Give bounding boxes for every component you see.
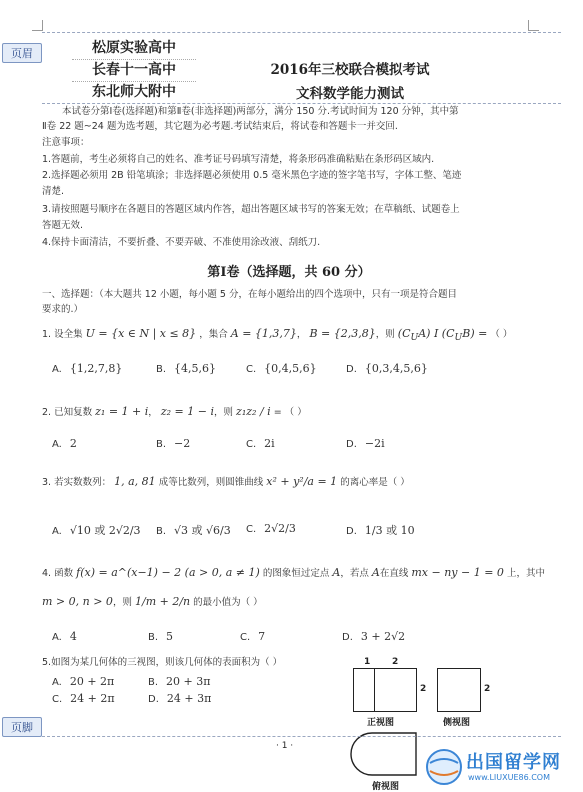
q4-math-3: A <box>371 566 380 579</box>
question-5: 5.如图为某几何体的三视图，则该几何体的表面积为（ ） <box>42 657 283 668</box>
q4-text-c: ，若点 <box>340 568 369 579</box>
q2-math-2: z₂ = 1 − i <box>160 405 214 418</box>
watermark-logo <box>424 746 581 788</box>
front-view-label: 正视图 <box>367 718 395 728</box>
page-number: · 1 · <box>276 741 294 751</box>
q1-math-2: A = {1,3,7} <box>230 327 297 340</box>
q1-text-a: 1. 设全集 <box>42 329 83 340</box>
footer-divider <box>42 736 561 737</box>
crop-mark-tr <box>528 20 539 31</box>
q4-option-a[interactable]: A. 4 <box>52 630 77 643</box>
q4-math-4: mx − ny − 1 = 0 <box>411 566 504 579</box>
q2-text-b: ， <box>148 407 158 418</box>
section-desc-2: 要求的.） <box>42 304 84 315</box>
q1-math-3: B = {2,3,8} <box>309 327 376 340</box>
notice-3a: 3.请按照题号顺序在各题目的答题区域内作答，超出答题区域书写的答案无效；在草稿纸、试题卷上 <box>42 204 460 215</box>
q3-option-a[interactable]: A. √10 或 2√2/3 <box>52 524 141 537</box>
q5-option-a[interactable]: A. 20 + 2π <box>52 675 115 688</box>
q5-option-d[interactable]: D. 24 + 3π <box>148 692 212 705</box>
header-tag[interactable]: 页眉 <box>2 43 42 63</box>
q4-text-d: 在直线 <box>379 568 409 579</box>
school-3: 东北师大附中 <box>92 84 176 100</box>
q4-option-c[interactable]: C. 7 <box>240 630 266 643</box>
q4-math-2: A <box>332 566 341 579</box>
front-view-divider <box>374 669 375 711</box>
notice-2a: 2.选择题必须用 2B 铅笔填涂；非选择题必须使用 0.5 毫米黑色字迹的签字笔书写，字体工整、笔迹 <box>42 170 462 181</box>
q1-text-d: ，则 <box>375 329 395 340</box>
q1-math-4: $(C_UA)$ I $(C_UB)$ = <box>397 327 488 344</box>
q1-option-c[interactable]: C. {0,4,5,6} <box>246 362 317 375</box>
top-view <box>350 731 420 779</box>
front-view <box>353 668 417 712</box>
q4-text-a: 4. 函数 <box>42 568 74 579</box>
q2-math-1: z₁ = 1 + i <box>95 405 149 418</box>
front-view-dim-1: 1 <box>364 657 371 667</box>
q4-option-d[interactable]: D. 3 + 2√2 <box>342 630 406 643</box>
q4-math-5: m > 0, n > 0 <box>42 595 113 608</box>
top-view-label: 俯视图 <box>372 782 400 792</box>
watermark-url: www.LIUXUE86.COM <box>468 773 551 782</box>
q1-text-c: ， <box>296 329 307 340</box>
q3-text-a: 3. 若实数数列： <box>42 477 112 488</box>
intro-line-1: 本试卷分第Ⅰ卷(选择题)和第Ⅱ卷(非选择题)两部分，满分 150 分.考试时间为 120 分钟，其中第 <box>62 106 459 117</box>
school-list <box>72 38 196 102</box>
watermark-title: 出国留学网 <box>466 752 561 773</box>
exam-title: 2016年三校联合模拟考试 <box>270 62 430 78</box>
q4-option-b[interactable]: B. 5 <box>148 630 174 643</box>
q2-text-c: ，则 <box>213 407 233 418</box>
q3-text-b: 成等比数列，则圆锥曲线 <box>158 477 264 488</box>
crop-mark-tl <box>32 20 43 31</box>
section-desc-1: 一、选择题：（本大题共 12 小题，每小题 5 分，在每小题给出的四个选项中，只有一项是符合题目 <box>42 289 457 300</box>
notice-heading: 注意事项： <box>42 137 90 148</box>
side-view-dim: 2 <box>484 684 491 694</box>
q5-option-b[interactable]: B. 20 + 3π <box>148 675 211 688</box>
q2-option-d[interactable]: D. −2i <box>346 437 385 450</box>
notice-3b: 答题无效. <box>42 220 84 231</box>
q4-text-e: 上，其中 <box>506 568 545 579</box>
q4-math-1: f(x) = a^(x−1) − 2 (a > 0, a ≠ 1) <box>76 566 260 579</box>
notice-1: 1.答题前，考生必须将自己的姓名、准考证号码填写清楚，将条形码准确粘贴在条形码区域内. <box>42 154 435 165</box>
front-view-dim-2: 2 <box>392 657 399 667</box>
question-4 <box>42 565 545 579</box>
question-4-line-2 <box>42 594 263 608</box>
q2-math-3: z₁z₂ / i <box>236 405 271 418</box>
q3-option-d[interactable]: D. 1/3 或 10 <box>346 524 415 537</box>
front-view-dim-side: 2 <box>420 684 427 694</box>
section-title: 第Ⅰ卷（选择题，共 60 分） <box>207 265 371 280</box>
q3-option-b[interactable]: B. √3 或 √6/3 <box>156 524 231 537</box>
intro-line-2: Ⅱ卷 22 题~24 题为选考题，其它题为必考题.考试结束后，将试卷和答题卡一并交回. <box>42 121 398 132</box>
globe-icon <box>424 747 464 787</box>
notice-4: 4.保持卡面清洁，不要折叠、不要弄破、不准使用涂改液、刮纸刀. <box>42 237 321 248</box>
q2-option-c[interactable]: C. 2i <box>246 437 275 450</box>
q1-text-b: ，集合 <box>199 329 228 340</box>
q1-option-b[interactable]: B. {4,5,6} <box>156 362 217 375</box>
header-divider <box>42 32 561 33</box>
q4-math-6: 1/m + 2/n <box>134 595 191 608</box>
q3-text-c: 的离心率是（ ） <box>340 477 410 488</box>
q4-text-g: 的最小值为（ ） <box>193 597 263 608</box>
notice-2b: 清楚. <box>42 186 65 197</box>
q1-option-a[interactable]: A. {1,2,7,8} <box>52 362 123 375</box>
side-view-label: 侧视图 <box>443 718 471 728</box>
footer-tag[interactable]: 页脚 <box>2 717 42 737</box>
q3-option-c[interactable]: C. 2√2/3 <box>246 522 296 535</box>
q4-text-b: 的图象恒过定点 <box>262 568 330 579</box>
q3-math-2: x² + y²/a = 1 <box>266 475 338 488</box>
q5-option-c[interactable]: C. 24 + 2π <box>52 692 115 705</box>
q1-math-1: U = {x ∈ N | x ≤ 8} <box>85 327 197 340</box>
q2-text-d: = （ ） <box>273 407 307 418</box>
question-1 <box>42 326 512 343</box>
q1-option-d[interactable]: D. {0,3,4,5,6} <box>346 362 428 375</box>
q1-text-e: （ ） <box>490 329 513 340</box>
school-1: 松原实验高中 <box>72 38 196 60</box>
school-2: 长春十一高中 <box>72 60 196 82</box>
q2-option-a[interactable]: A. 2 <box>52 437 77 450</box>
q2-option-b[interactable]: B. −2 <box>156 437 191 450</box>
q3-math-1: 1, a, 81 <box>114 475 156 488</box>
question-3 <box>42 474 410 488</box>
q2-text-a: 2. 已知复数 <box>42 407 93 418</box>
q4-text-f: ，则 <box>112 597 132 608</box>
side-view <box>437 668 481 712</box>
question-2 <box>42 404 307 418</box>
exam-subtitle: 文科数学能力测试 <box>296 86 404 102</box>
